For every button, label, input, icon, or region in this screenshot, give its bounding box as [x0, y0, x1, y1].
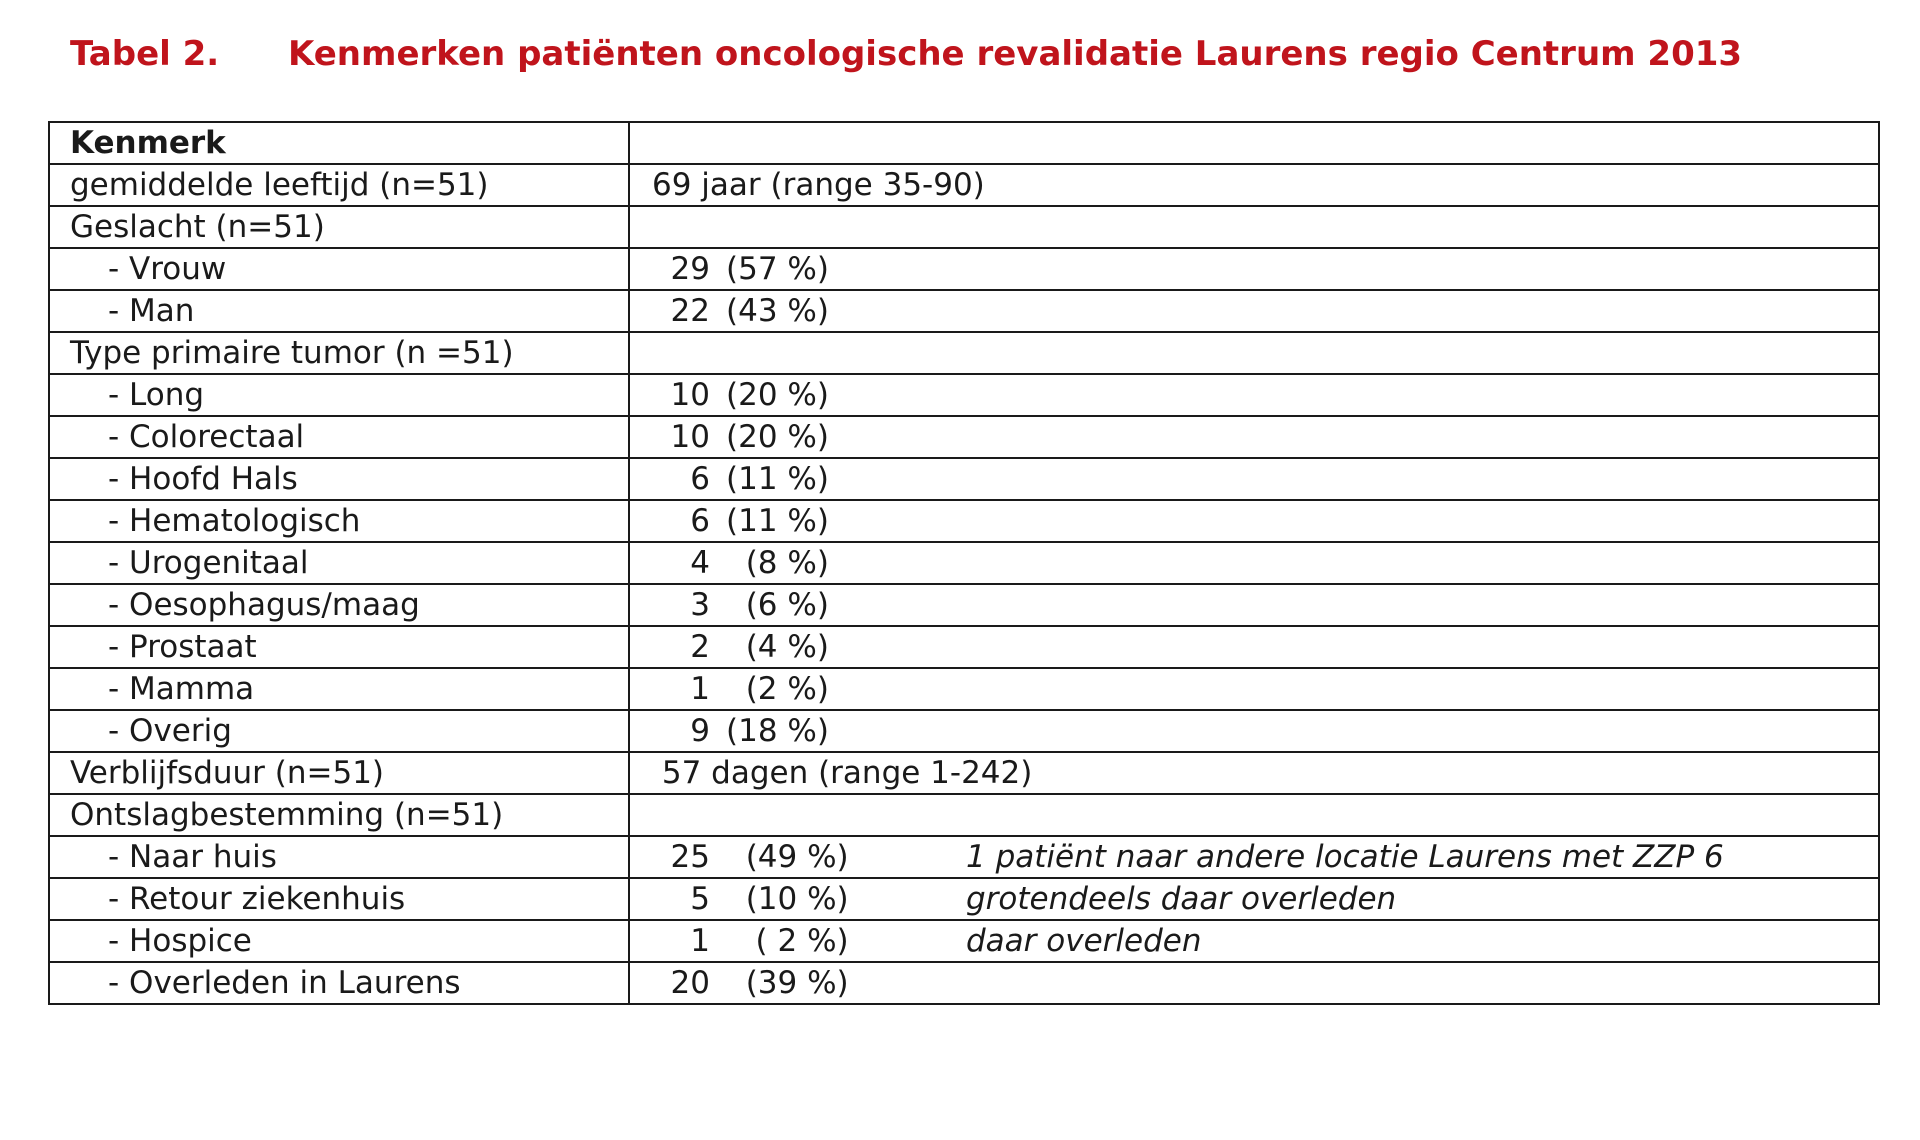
row-count: 1	[690, 923, 710, 959]
row-value	[629, 584, 1879, 626]
row-label: Verblijfsduur (n=51)	[49, 752, 629, 794]
row-percentage: (11 %)	[726, 503, 829, 539]
row-label: - Overig	[49, 710, 629, 752]
row-value	[629, 374, 1879, 416]
table-row	[49, 962, 1879, 1004]
row-percentage: (57 %)	[726, 251, 829, 287]
row-count: 5	[690, 881, 710, 917]
row-value	[629, 710, 1879, 752]
row-note: grotendeels daar overleden	[966, 881, 1397, 917]
row-count: 20	[670, 965, 710, 1001]
row-value: 57 dagen (range 1-242)	[629, 752, 1879, 794]
row-label: - Man	[49, 290, 629, 332]
table-number: Tabel 2.	[70, 34, 220, 74]
table-row	[49, 458, 1879, 500]
row-label: - Urogenitaal	[49, 542, 629, 584]
row-value	[629, 626, 1879, 668]
row-value: 69 jaar (range 35-90)	[629, 164, 1879, 206]
table-row	[49, 542, 1879, 584]
row-label: - Hospice	[49, 920, 629, 962]
row-percentage: (6 %)	[726, 587, 829, 623]
row-value-empty	[629, 332, 1879, 374]
row-count: 22	[670, 293, 710, 329]
row-count: 6	[690, 461, 710, 497]
table-row	[49, 626, 1879, 668]
row-value-empty	[629, 794, 1879, 836]
row-percentage: (11 %)	[726, 461, 829, 497]
row-value	[629, 542, 1879, 584]
row-note: 1 patiënt naar andere locatie Laurens met ZZP 6	[966, 839, 1724, 875]
group-label: Type primaire tumor (n =51)	[49, 332, 629, 374]
row-count: 25	[670, 839, 710, 875]
row-value	[629, 458, 1879, 500]
row-percentage: (20 %)	[726, 377, 829, 413]
row-label: - Overleden in Laurens	[49, 962, 629, 1004]
row-value	[629, 248, 1879, 290]
row-count: 4	[690, 545, 710, 581]
row-value	[629, 920, 1879, 962]
row-count: 1	[690, 671, 710, 707]
table-row	[49, 668, 1879, 710]
table-row-stay	[49, 752, 1879, 794]
row-percentage: (18 %)	[726, 713, 829, 749]
row-value	[629, 416, 1879, 458]
row-value	[629, 962, 1879, 1004]
row-value	[629, 878, 1879, 920]
table-row	[49, 878, 1879, 920]
row-value	[629, 668, 1879, 710]
row-count: 9	[690, 713, 710, 749]
row-percentage: (4 %)	[726, 629, 829, 665]
row-percentage: (8 %)	[726, 545, 829, 581]
table-row	[49, 584, 1879, 626]
group-label: Geslacht (n=51)	[49, 206, 629, 248]
header-cell-kenmerk: Kenmerk	[49, 122, 629, 164]
row-percentage: ( 2 %)	[726, 923, 849, 959]
group-label: Ontslagbestemming (n=51)	[49, 794, 629, 836]
row-percentage: (2 %)	[726, 671, 829, 707]
row-percentage: (39 %)	[726, 965, 849, 1001]
table-row	[49, 710, 1879, 752]
row-count: 3	[690, 587, 710, 623]
row-percentage: (49 %)	[726, 839, 849, 875]
row-value-empty	[629, 206, 1879, 248]
table-header-row	[49, 122, 1879, 164]
row-label: - Long	[49, 374, 629, 416]
table-row	[49, 374, 1879, 416]
characteristics-table	[48, 121, 1880, 1005]
row-label: - Naar huis	[49, 836, 629, 878]
row-label: - Hoofd Hals	[49, 458, 629, 500]
row-percentage: (10 %)	[726, 881, 849, 917]
table-row	[49, 416, 1879, 458]
table-row	[49, 248, 1879, 290]
table-row-tumor-group	[49, 332, 1879, 374]
table-caption	[70, 34, 1742, 74]
row-label: - Vrouw	[49, 248, 629, 290]
table-row-sex-group	[49, 206, 1879, 248]
row-label: - Prostaat	[49, 626, 629, 668]
table-row	[49, 290, 1879, 332]
row-label: - Retour ziekenhuis	[49, 878, 629, 920]
table-row	[49, 920, 1879, 962]
row-value	[629, 290, 1879, 332]
table-row-age	[49, 164, 1879, 206]
row-label: - Oesophagus/maag	[49, 584, 629, 626]
row-percentage: (43 %)	[726, 293, 829, 329]
row-count: 2	[690, 629, 710, 665]
table-row	[49, 836, 1879, 878]
row-label: - Mamma	[49, 668, 629, 710]
row-note: daar overleden	[966, 923, 1202, 959]
row-value	[629, 836, 1879, 878]
row-value	[629, 500, 1879, 542]
table-row-discharge-group	[49, 794, 1879, 836]
table-row	[49, 500, 1879, 542]
header-cell-empty	[629, 122, 1879, 164]
row-label: - Colorectaal	[49, 416, 629, 458]
row-label: - Hematologisch	[49, 500, 629, 542]
row-count: 6	[690, 503, 710, 539]
row-percentage: (20 %)	[726, 419, 829, 455]
row-count: 10	[670, 419, 710, 455]
row-label: gemiddelde leeftijd (n=51)	[49, 164, 629, 206]
row-count: 29	[670, 251, 710, 287]
row-count: 10	[670, 377, 710, 413]
table-title: Kenmerken patiënten oncologische revalidatie Laurens regio Centrum 2013	[288, 34, 1743, 74]
